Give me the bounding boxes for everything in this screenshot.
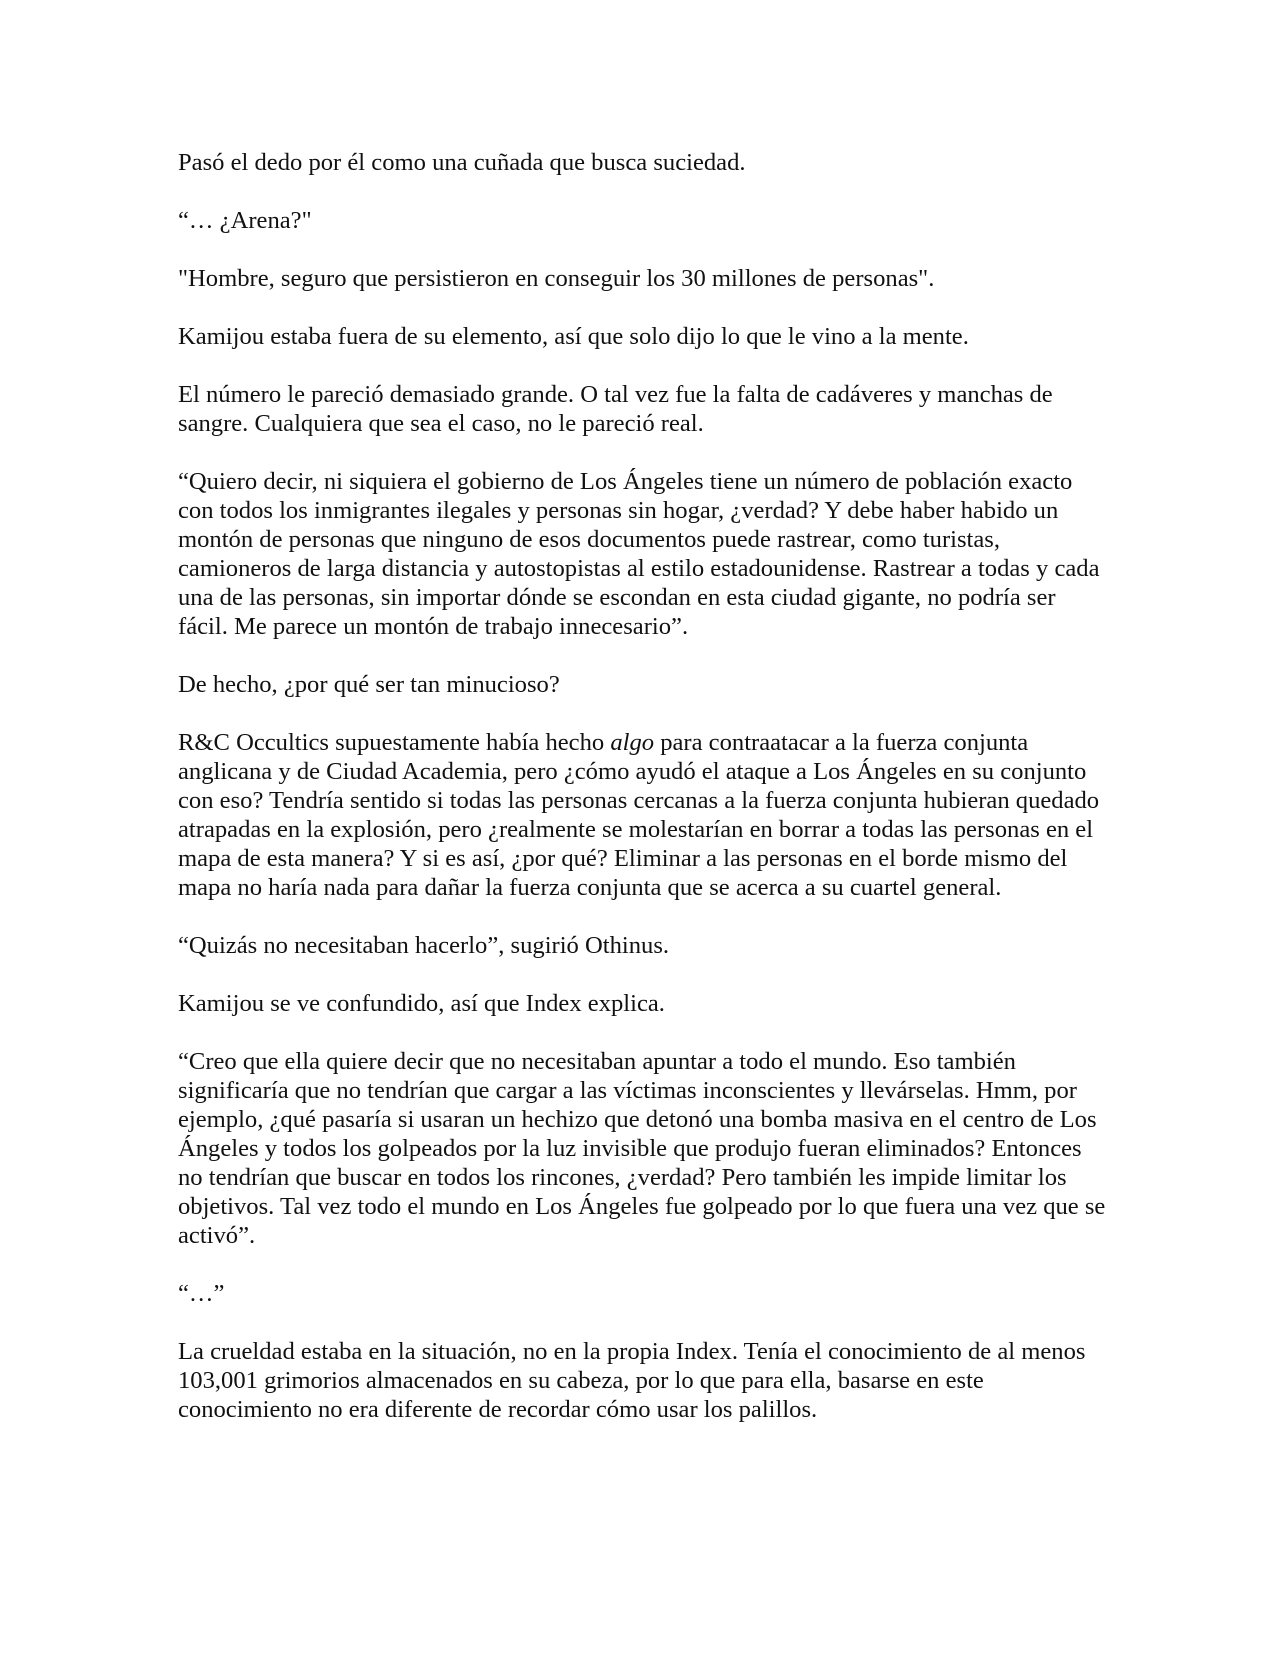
paragraph: El número le pareció demasiado grande. O tal vez fue la falta de cadáveres y manchas de sangre. Cualquiera que sea el caso, no le pareció real. bbox=[178, 381, 1053, 437]
paragraph: La crueldad estaba en la situación, no en la propia Index. Tenía el conocimiento de al menos 103,001 grimorios almacenados en su cabeza, por lo que para ella, basarse en este conocimiento no era diferente de recordar cómo usar los palillos. bbox=[178, 1338, 1086, 1423]
paragraph: “…” bbox=[178, 1280, 225, 1307]
paragraph-text: para contraatacar a la fuerza conjunta anglicana y de Ciudad Academia, pero ¿cómo ayudó el ataque a Los Ángeles en su conjunto con eso? Tendría sentido si todas las personas cercanas a la fuerza conjunta hubieran quedado atrapadas en la explosión, pero ¿realmente se molestarían en borrar a todas las personas en el mapa de esta manera? Y si es así, ¿por qué? Eliminar a las personas en el borde mismo del mapa no haría nada para dañar la fuerza conjunta que se acerca a su cuartel general. bbox=[178, 729, 1100, 901]
paragraph bbox=[178, 728, 1108, 902]
paragraph: “Creo que ella quiere decir que no necesitaban apuntar a todo el mundo. Eso también significaría que no tendrían que cargar a las víctimas inconscientes y llevárselas. Hmm, por ejemplo, ¿qué pasaría si usaran un hechizo que detonó una bomba masiva en el centro de Los Ángeles y todos los golpeados por la luz invisible que produjo fueran eliminados? Entonces no tendrían que buscar en todos los rincones, ¿verdad? Pero también les impide limitar los objetivos. Tal vez todo el mundo en Los Ángeles fue golpeado por lo que fuera una vez que se activó”. bbox=[178, 1048, 1106, 1249]
paragraph: Kamijou estaba fuera de su elemento, así que solo dijo lo que le vino a la mente. bbox=[178, 323, 969, 350]
emphasized-word: algo bbox=[610, 729, 655, 756]
paragraph: “… ¿Arena?" bbox=[178, 207, 312, 234]
document-page bbox=[178, 148, 1108, 1424]
paragraph: De hecho, ¿por qué ser tan minucioso? bbox=[178, 671, 560, 698]
paragraph-text: R&C Occultics supuestamente había hecho bbox=[178, 729, 611, 756]
paragraph: "Hombre, seguro que persistieron en conseguir los 30 millones de personas". bbox=[178, 265, 935, 292]
paragraph: Pasó el dedo por él como una cuñada que busca suciedad. bbox=[178, 149, 746, 176]
paragraph: “Quizás no necesitaban hacerlo”, sugirió Othinus. bbox=[178, 932, 670, 959]
paragraph: “Quiero decir, ni siquiera el gobierno de Los Ángeles tiene un número de población exacto con todos los inmigrantes ilegales y personas sin hogar, ¿verdad? Y debe haber habido un montón de personas que ninguno de esos documentos puede rastrear, como turistas, camioneros de larga distancia y autostopistas al estilo estadounidense. Rastrear a todas y cada una de las personas, sin importar dónde se escondan en esta ciudad gigante, no podría ser fácil. Me parece un montón de trabajo innecesario”. bbox=[178, 468, 1100, 640]
paragraph: Kamijou se ve confundido, así que Index explica. bbox=[178, 990, 665, 1017]
